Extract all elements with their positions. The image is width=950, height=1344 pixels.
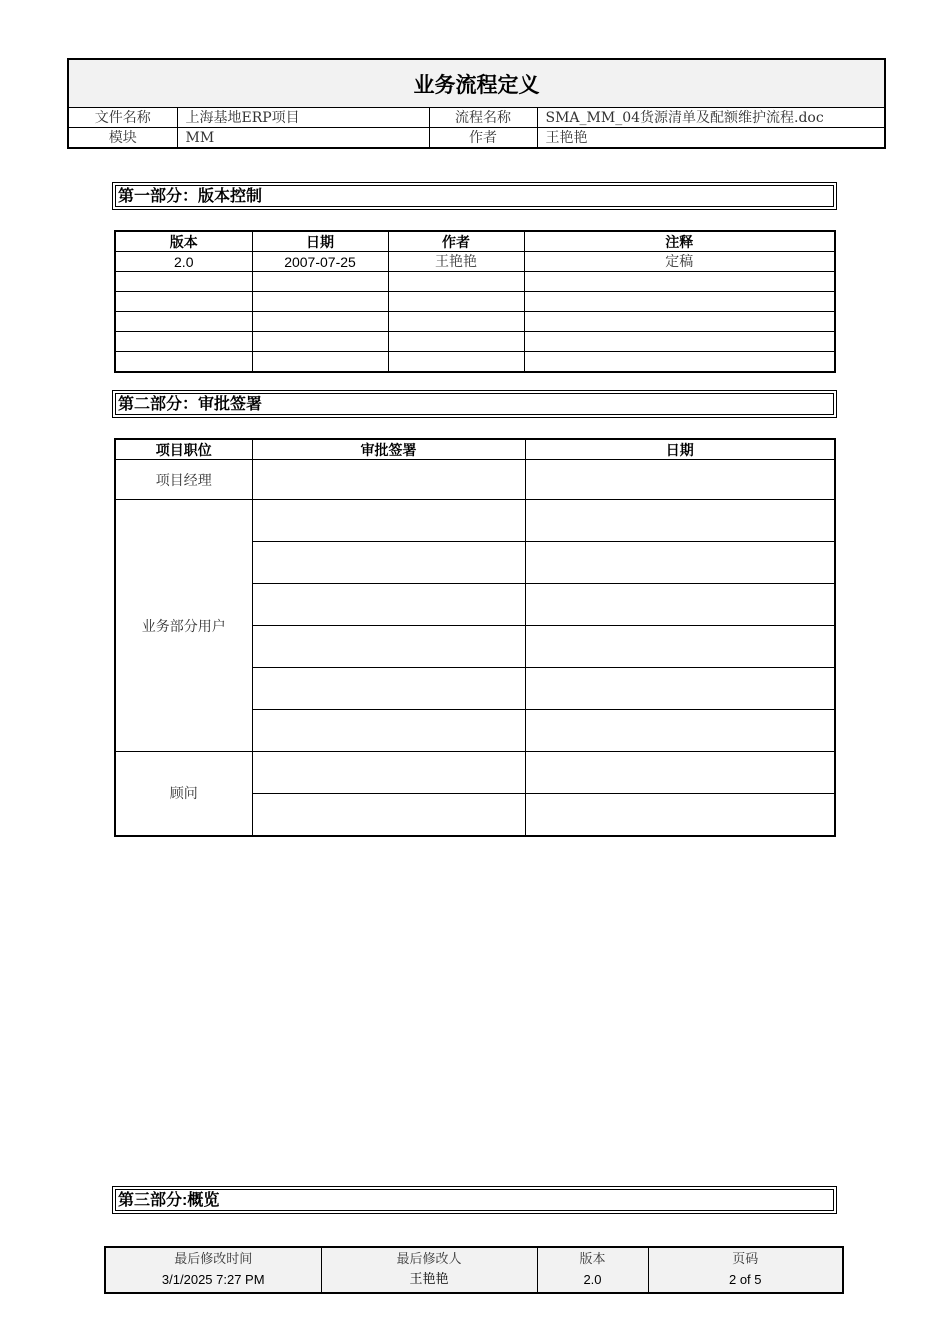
table-row	[115, 312, 835, 332]
header-info-table	[69, 108, 884, 147]
section-title: 第二部分：审批签署	[115, 393, 834, 415]
version-cell: 2.0	[115, 252, 252, 272]
footer-value: 2.0	[583, 1272, 602, 1287]
footer-label: 最后修改人	[396, 1252, 462, 1267]
footer-version	[537, 1247, 648, 1293]
author-label: 作者	[429, 128, 537, 148]
version-table	[114, 230, 836, 373]
footer-value: 王艳艳	[409, 1272, 449, 1287]
module-value: MM	[177, 128, 429, 148]
footer-value: 2 of 5	[728, 1272, 762, 1287]
role-business-user: 业务部分用户	[115, 500, 252, 752]
table-row	[115, 352, 835, 373]
document-title: 业务流程定义	[69, 60, 884, 108]
author-cell: 王艳艳	[388, 252, 524, 272]
footer-page-number	[648, 1247, 843, 1293]
approval-table	[114, 438, 836, 837]
footer-label: 版本	[579, 1252, 606, 1267]
module-label: 模块	[69, 128, 177, 148]
column-header-signature: 审批签署	[252, 439, 525, 460]
page-footer	[104, 1246, 844, 1294]
role-project-manager: 项目经理	[115, 460, 252, 500]
file-name-value: 上海基地ERP项目	[177, 108, 429, 128]
footer-label: 页码	[732, 1252, 759, 1267]
process-name-label: 流程名称	[429, 108, 537, 128]
table-row	[115, 292, 835, 312]
document-header	[67, 58, 886, 149]
column-header-date: 日期	[252, 231, 388, 252]
author-value: 王艳艳	[537, 128, 884, 148]
footer-last-modified	[105, 1247, 321, 1293]
table-row	[115, 252, 835, 272]
role-consultant: 顾问	[115, 752, 252, 836]
table-row	[115, 272, 835, 292]
section-title: 第三部分:概览	[115, 1189, 834, 1211]
column-header-version: 版本	[115, 231, 252, 252]
notes-cell: 定稿	[524, 252, 835, 272]
process-name-value: SMA_MM_04货源清单及配额维护流程.doc	[537, 108, 884, 128]
file-name-label: 文件名称	[69, 108, 177, 128]
column-header-date: 日期	[525, 439, 835, 460]
section-approval	[112, 390, 837, 418]
footer-label: 最后修改时间	[174, 1252, 253, 1267]
section-overview	[112, 1186, 837, 1214]
table-row	[115, 500, 835, 542]
column-header-position: 项目职位	[115, 439, 252, 460]
section-version-control	[112, 182, 837, 210]
column-header-notes: 注释	[524, 231, 835, 252]
footer-last-modifier	[321, 1247, 537, 1293]
table-row	[115, 460, 835, 500]
date-cell: 2007-07-25	[252, 252, 388, 272]
footer-value: 3/1/2025 7:27 PM	[161, 1272, 265, 1287]
section-title: 第一部分：版本控制	[115, 185, 834, 207]
table-row	[115, 752, 835, 794]
table-row	[115, 332, 835, 352]
column-header-author: 作者	[388, 231, 524, 252]
